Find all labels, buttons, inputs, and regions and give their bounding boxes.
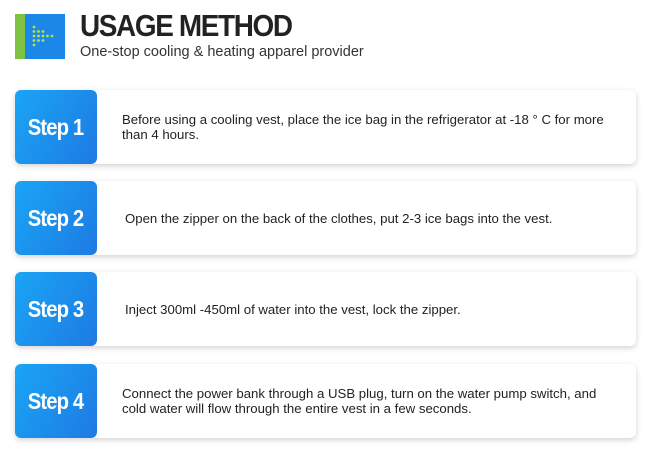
step-description-2: Open the zipper on the back of the clothes, put 2-3 ice bags into the vest. xyxy=(125,210,553,226)
step-description-1: Before using a cooling vest, place the ice bag in the refrigerator at -18 ° C for more than 4 hours. xyxy=(122,112,604,142)
step-badge-3 xyxy=(15,272,97,346)
step-card-4 xyxy=(15,364,636,438)
step-badge-4 xyxy=(15,364,97,438)
page-subtitle: One-stop cooling & heating apparel provider xyxy=(80,44,364,60)
step-badge-1 xyxy=(15,90,97,164)
dotted-arrow-icon xyxy=(31,24,55,48)
step-card-1 xyxy=(15,90,636,164)
step-badge-2 xyxy=(15,181,97,255)
brand-logo xyxy=(15,14,65,59)
step-label-3: Step 3 xyxy=(28,295,84,322)
step-label-4: Step 4 xyxy=(28,387,84,414)
step-label-1: Step 1 xyxy=(28,113,84,140)
step-card-2 xyxy=(15,181,636,255)
step-description-4: Connect the power bank through a USB plug, turn on the water pump switch, and cold water will flow through the entire vest in a few seconds. xyxy=(122,386,597,416)
step-label-2: Step 2 xyxy=(28,204,84,231)
step-description-3: Inject 300ml -450ml of water into the vest, lock the zipper. xyxy=(125,301,461,317)
page-title: USAGE METHOD xyxy=(80,8,292,43)
step-card-3 xyxy=(15,272,636,346)
logo-green-bar xyxy=(15,14,25,59)
